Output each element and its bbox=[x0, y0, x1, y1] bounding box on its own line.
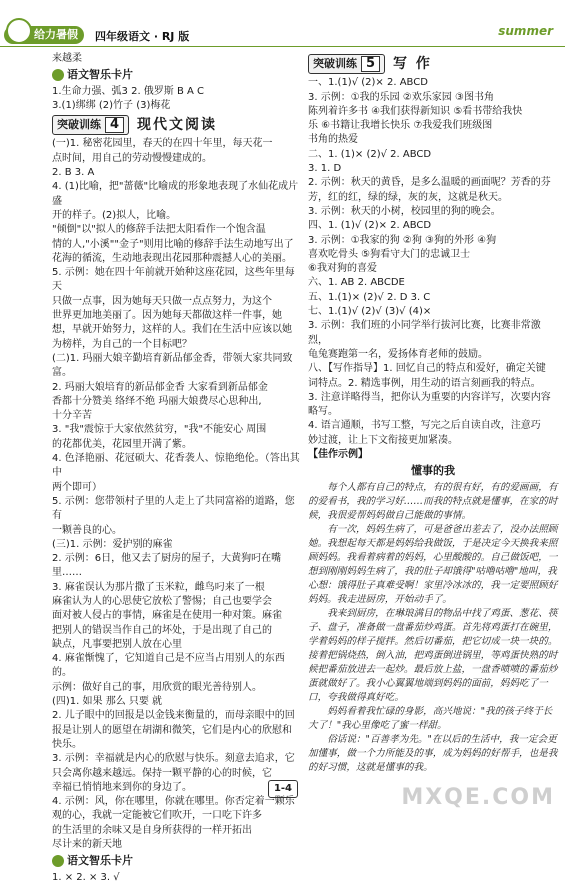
brand-logo-icon bbox=[6, 18, 32, 44]
text-line: 1.生命力强、弧3 2. 俄罗斯 B A C bbox=[52, 85, 205, 97]
text-line: 3. 注意详略得当，把你认为重要的内容详写，次要内容略写。 bbox=[308, 391, 551, 418]
text-line: 龟兔赛跑第一名，爱扬体育老师的鼓励。 bbox=[308, 348, 488, 360]
text-line: 3. 麻雀误认为那片撒了玉米粒，雌鸟叼来了一根 bbox=[52, 581, 265, 593]
text-line: 四、1. (1)√ (2)× 2. ABCD bbox=[308, 220, 432, 232]
text-line: (四)1. 如果 那么 只要 就 bbox=[52, 696, 163, 708]
breakout-label: 突破训练 bbox=[313, 57, 357, 70]
text-line: 3. 示例：①我的乐园 ②欢乐家园 ③图书角 bbox=[308, 91, 494, 103]
text-line: 为榜样，为自己的一个目标吧？ bbox=[52, 338, 192, 350]
text-line: 观的心，我就一定能被它们吹开，一口吃下许多 bbox=[52, 810, 262, 822]
text-line: 4. 示例：风，你在哪里，你就在哪里。你否定着一颗乐 bbox=[52, 796, 295, 808]
breakout-number: 4 bbox=[105, 117, 124, 133]
text-line: 十分辛苦 bbox=[52, 410, 92, 422]
text-line: 2. 示例：秋天的黄昏，是多么温暖的画面呢？芳香的芬 bbox=[308, 177, 551, 189]
text-line: 开的样子。(2)拟人，比喻。 bbox=[52, 209, 177, 221]
text-line: 陈列着许多书 ④我们获得新知识 ⑤看书带给我快 bbox=[308, 105, 523, 117]
text-line: 2. 玛丽大娘培育的新品郁金香 大家看到新品郁金 bbox=[52, 381, 268, 393]
section5-header bbox=[308, 54, 558, 74]
header-divider bbox=[0, 46, 565, 47]
right-body bbox=[308, 76, 558, 448]
text-line: 书角的热爱 bbox=[308, 134, 358, 146]
essay-title: 懂事的我 bbox=[411, 464, 455, 478]
watermark: MXQE.COM bbox=[401, 785, 555, 810]
text-line: 的生活里的余味又是自身所获得的一样开拓出 bbox=[52, 824, 252, 836]
text-line: 麻雀认为人的心思使它放松了警惕；自己也要学会 bbox=[52, 595, 272, 607]
summer-logo: summer bbox=[498, 24, 553, 38]
text-line: (三)1. 示例：爱护别的麻雀 bbox=[52, 538, 173, 550]
breakout-badge bbox=[52, 115, 129, 135]
text-line: 只会离你越来越远。保持一颗平静的心的时候，它 bbox=[52, 767, 272, 779]
card-icon bbox=[52, 855, 64, 867]
text-line: 的花都优美，花园里开满了紫。 bbox=[52, 438, 192, 450]
text-line: 2. 示例：6日，他又去了厨房的屋子，大黄狗叼在嘴里…… bbox=[52, 553, 282, 579]
page-number: 1-4 bbox=[268, 780, 298, 798]
text-line: 二、1. (1)× (2)√ 2. ABCD bbox=[308, 148, 432, 160]
subject-label: 四年级语文 · RJ 版 bbox=[95, 30, 190, 43]
essay-paragraph: 我来到厨房，在琳琅满目的物品中找了鸡蛋、葱花、筷子、盘子，准备做一盘番茄炒鸡蛋。首先将鸡蛋打在碗里，学着妈妈的样子搅拌。然后切番茄，把它切成一块一块的。接着把锅烧热，倒入油，把鸡蛋倒进锅里，等鸡蛋快熟的时候把番茄放进去一起炒。最后放上盐，一盘香喷喷的番茄炒蛋就做好了。我小心翼翼地端到妈妈的面前，妈妈吃了一口，夸我做得真好吃。 bbox=[308, 607, 558, 703]
text-line: 报是让别人的愿望在胡湖和微笑，它们是内心的欣慰和 bbox=[52, 724, 292, 736]
text-line: 2. 儿子眼中的回报是以金钱来衡量的，而母亲眼中的回 bbox=[52, 710, 295, 722]
text-line: 情的人,"小溪""金子"则用比喻的修辞手法生动地写出了 bbox=[52, 238, 294, 250]
essay-paragraph: 妈妈看着我忙碌的身影，高兴地说："我的孩子终于长大了！"我心里像吃了蜜一样甜。 bbox=[308, 705, 553, 731]
essay-body bbox=[308, 481, 558, 775]
text-line: 幸福已悄悄地来到你的身边了。 bbox=[52, 781, 192, 793]
text-line: 只做一点事，因为她每天只做一点点努力，为这个 bbox=[52, 295, 272, 307]
text-line: "倾倒"以"拟人的修辞手法把太阳看作一个饱含温 bbox=[52, 224, 266, 236]
text-line: 3. 1. D bbox=[308, 163, 342, 175]
text-line: 3. 示例：秋天的小树，校园里的狗的晚会。 bbox=[308, 205, 501, 217]
card1-title: 语文智乐卡片 bbox=[67, 68, 133, 82]
left-body bbox=[52, 137, 304, 852]
essay-paragraph: 每个人都有自己的特点，有的很有好，有的爱画画，有的爱看书，我的学习好……而我的特点就是懂事，在家的时候，我很爱帮妈妈做自己能做的事情。 bbox=[308, 481, 558, 521]
card2-title: 语文智乐卡片 bbox=[67, 854, 133, 868]
text-line: 一颗善良的心。 bbox=[52, 524, 122, 536]
text-line: ⑥我对狗的喜爱 bbox=[308, 263, 377, 275]
text-line: 芳，红的红，绿的绿，灰的灰，这就是秋天。 bbox=[308, 191, 508, 203]
text-line: 一、1.(1)√ (2)× 2. ABCD bbox=[308, 77, 428, 89]
text-line: 4. 语言通顺，书写工整，写完之后自读自改，注意巧 bbox=[308, 420, 541, 432]
text-line: 1. × 2. × 3. √ bbox=[52, 871, 120, 883]
card2-header bbox=[52, 854, 304, 868]
text-line: 六、1. AB 2. ABCDE bbox=[308, 277, 405, 289]
text-line: 3. 示例：我们班的小同学举行拔河比赛，比赛非常激烈， bbox=[308, 320, 541, 346]
text-line: 五、1.(1)× (2)√ 2. D 3. C bbox=[308, 291, 431, 303]
essay-paragraph: 俗话说："百善孝为先。"在以后的生活中，我一定会更加懂事，做一个力所能及的事，成为妈妈的好帮手，也是我的好习惯，这就是懂事的我。 bbox=[308, 733, 558, 773]
text-line: 香都十分赞美 络绎不绝 玛丽大娘费尽心思种出, bbox=[52, 395, 262, 407]
breakout-badge bbox=[308, 54, 385, 74]
text-line: 喜欢吃骨头 ⑤狗看守大门的忠诚卫士 bbox=[308, 248, 471, 260]
card-icon bbox=[52, 69, 64, 81]
breakout-label: 突破训练 bbox=[57, 118, 101, 132]
right-column bbox=[308, 52, 558, 775]
text-line: 快乐。 bbox=[52, 738, 82, 750]
text-line: 来越柔 bbox=[52, 53, 82, 64]
essay-paragraph: 有一次，妈妈生病了，可是爸爸出差去了，没办法照顾她。我想起每天都是妈妈给我做饭，于是决定今天换我来照顾妈妈。我看着病着的妈妈，心里酸酸的。自己做饭吧，一想到刚刚妈妈生病了，我的肚子却饿得"咕噜咕噜"地叫，我心想：饿得肚子真难受啊！家里冷冰冰的，我一定要照顾好妈妈。我走进厨房，开始动手了。 bbox=[308, 523, 558, 605]
page-header bbox=[0, 0, 565, 44]
section4-header bbox=[52, 115, 304, 135]
text-line: 3. 示例：幸福就是内心的欣慰与快乐。刻意去追求，它 bbox=[52, 753, 295, 765]
brand-banner: 给力暑假 bbox=[4, 26, 84, 44]
text-line: 尽计来的新天地 bbox=[52, 839, 122, 851]
section4-title: 现代文阅读 bbox=[137, 117, 218, 134]
text-line: 2. B 3. A bbox=[52, 167, 95, 179]
text-line: 点时间，用自己的劳动慢慢建成的。 bbox=[52, 152, 212, 164]
text-line: 七、1.(1)√ (2)√ (3)√ (4)× bbox=[308, 306, 432, 318]
text-line: 妙过渡，让上下文衔接更加紧凑。 bbox=[308, 434, 458, 446]
text-line: 八、【写作指导】1. 回忆自己的特点和爱好，确定关键 bbox=[308, 363, 546, 375]
text-line: 面对被人侵占的事情，麻雀是在使用一种对策。麻雀 bbox=[52, 610, 282, 622]
text-line: 5. 示例：您带领村子里的人走上了共同富裕的道路，您有 bbox=[52, 495, 295, 522]
text-line: 4. (1)比喻，把"蔷薇"比喻成的形象地表现了水仙花成片盛 bbox=[52, 181, 299, 207]
text-line: 缺点，凡事要把别人放在心里 bbox=[52, 638, 182, 650]
text-line: (一)1. 秘密花园里，春天的在四十年里，每天花一 bbox=[52, 138, 273, 150]
text-line: 想，早就开始努力，这样的人。我们在生活中应该以她 bbox=[52, 324, 292, 336]
text-line: 3. "我"震惊于大家依然贫穷，"我"不能安心 周围 bbox=[52, 424, 267, 436]
text-line: 把别人的错误当作自己的坏处，于是出现了自己的 bbox=[52, 624, 272, 636]
text-line: 5. 示例：她在四十年前就开始种这座花园，这些年里每天 bbox=[52, 267, 295, 293]
text-line: 词特点。2. 精选事例，用生动的语言刻画我的特点。 bbox=[308, 377, 541, 389]
left-column bbox=[52, 52, 304, 885]
text-line: 3.(1)绑绑 (2)竹子 (3)梅花 bbox=[52, 99, 171, 111]
example-heading: 【佳作示例】 bbox=[308, 449, 368, 461]
card1-header bbox=[52, 68, 304, 82]
text-line: (二)1. 玛丽大娘辛勤培育新品郁金香，带领大家共同致富。 bbox=[52, 352, 293, 379]
section5-title: 写 作 bbox=[393, 56, 432, 72]
text-line: 花海的循流，生动地表现出花园那种震撼人心的美丽。 bbox=[52, 252, 292, 264]
text-line: 4. 色泽艳丽、花冠硕大、花香袭人、惊艳绝伦。（答出其中 bbox=[52, 453, 300, 479]
text-line: 4. 麻雀惭愧了，它知道自己是不应当占用别人的东西的。 bbox=[52, 653, 285, 679]
text-line: 世界更加地美丽了。因为她每天都做这样一件事，她 bbox=[52, 310, 282, 322]
text-line: 3. 示例：①我家的狗 ②狗 ③狗的外形 ④狗 bbox=[308, 234, 497, 246]
breakout-number: 5 bbox=[361, 56, 380, 72]
text-line: 两个即可） bbox=[52, 481, 102, 493]
text-line: 乐 ⑥书籍让我增长快乐 ⑦我爱我们班级图 bbox=[308, 120, 493, 132]
text-line: 示例：做好自己的事，用欣赏的眼光善待别人。 bbox=[52, 681, 262, 693]
